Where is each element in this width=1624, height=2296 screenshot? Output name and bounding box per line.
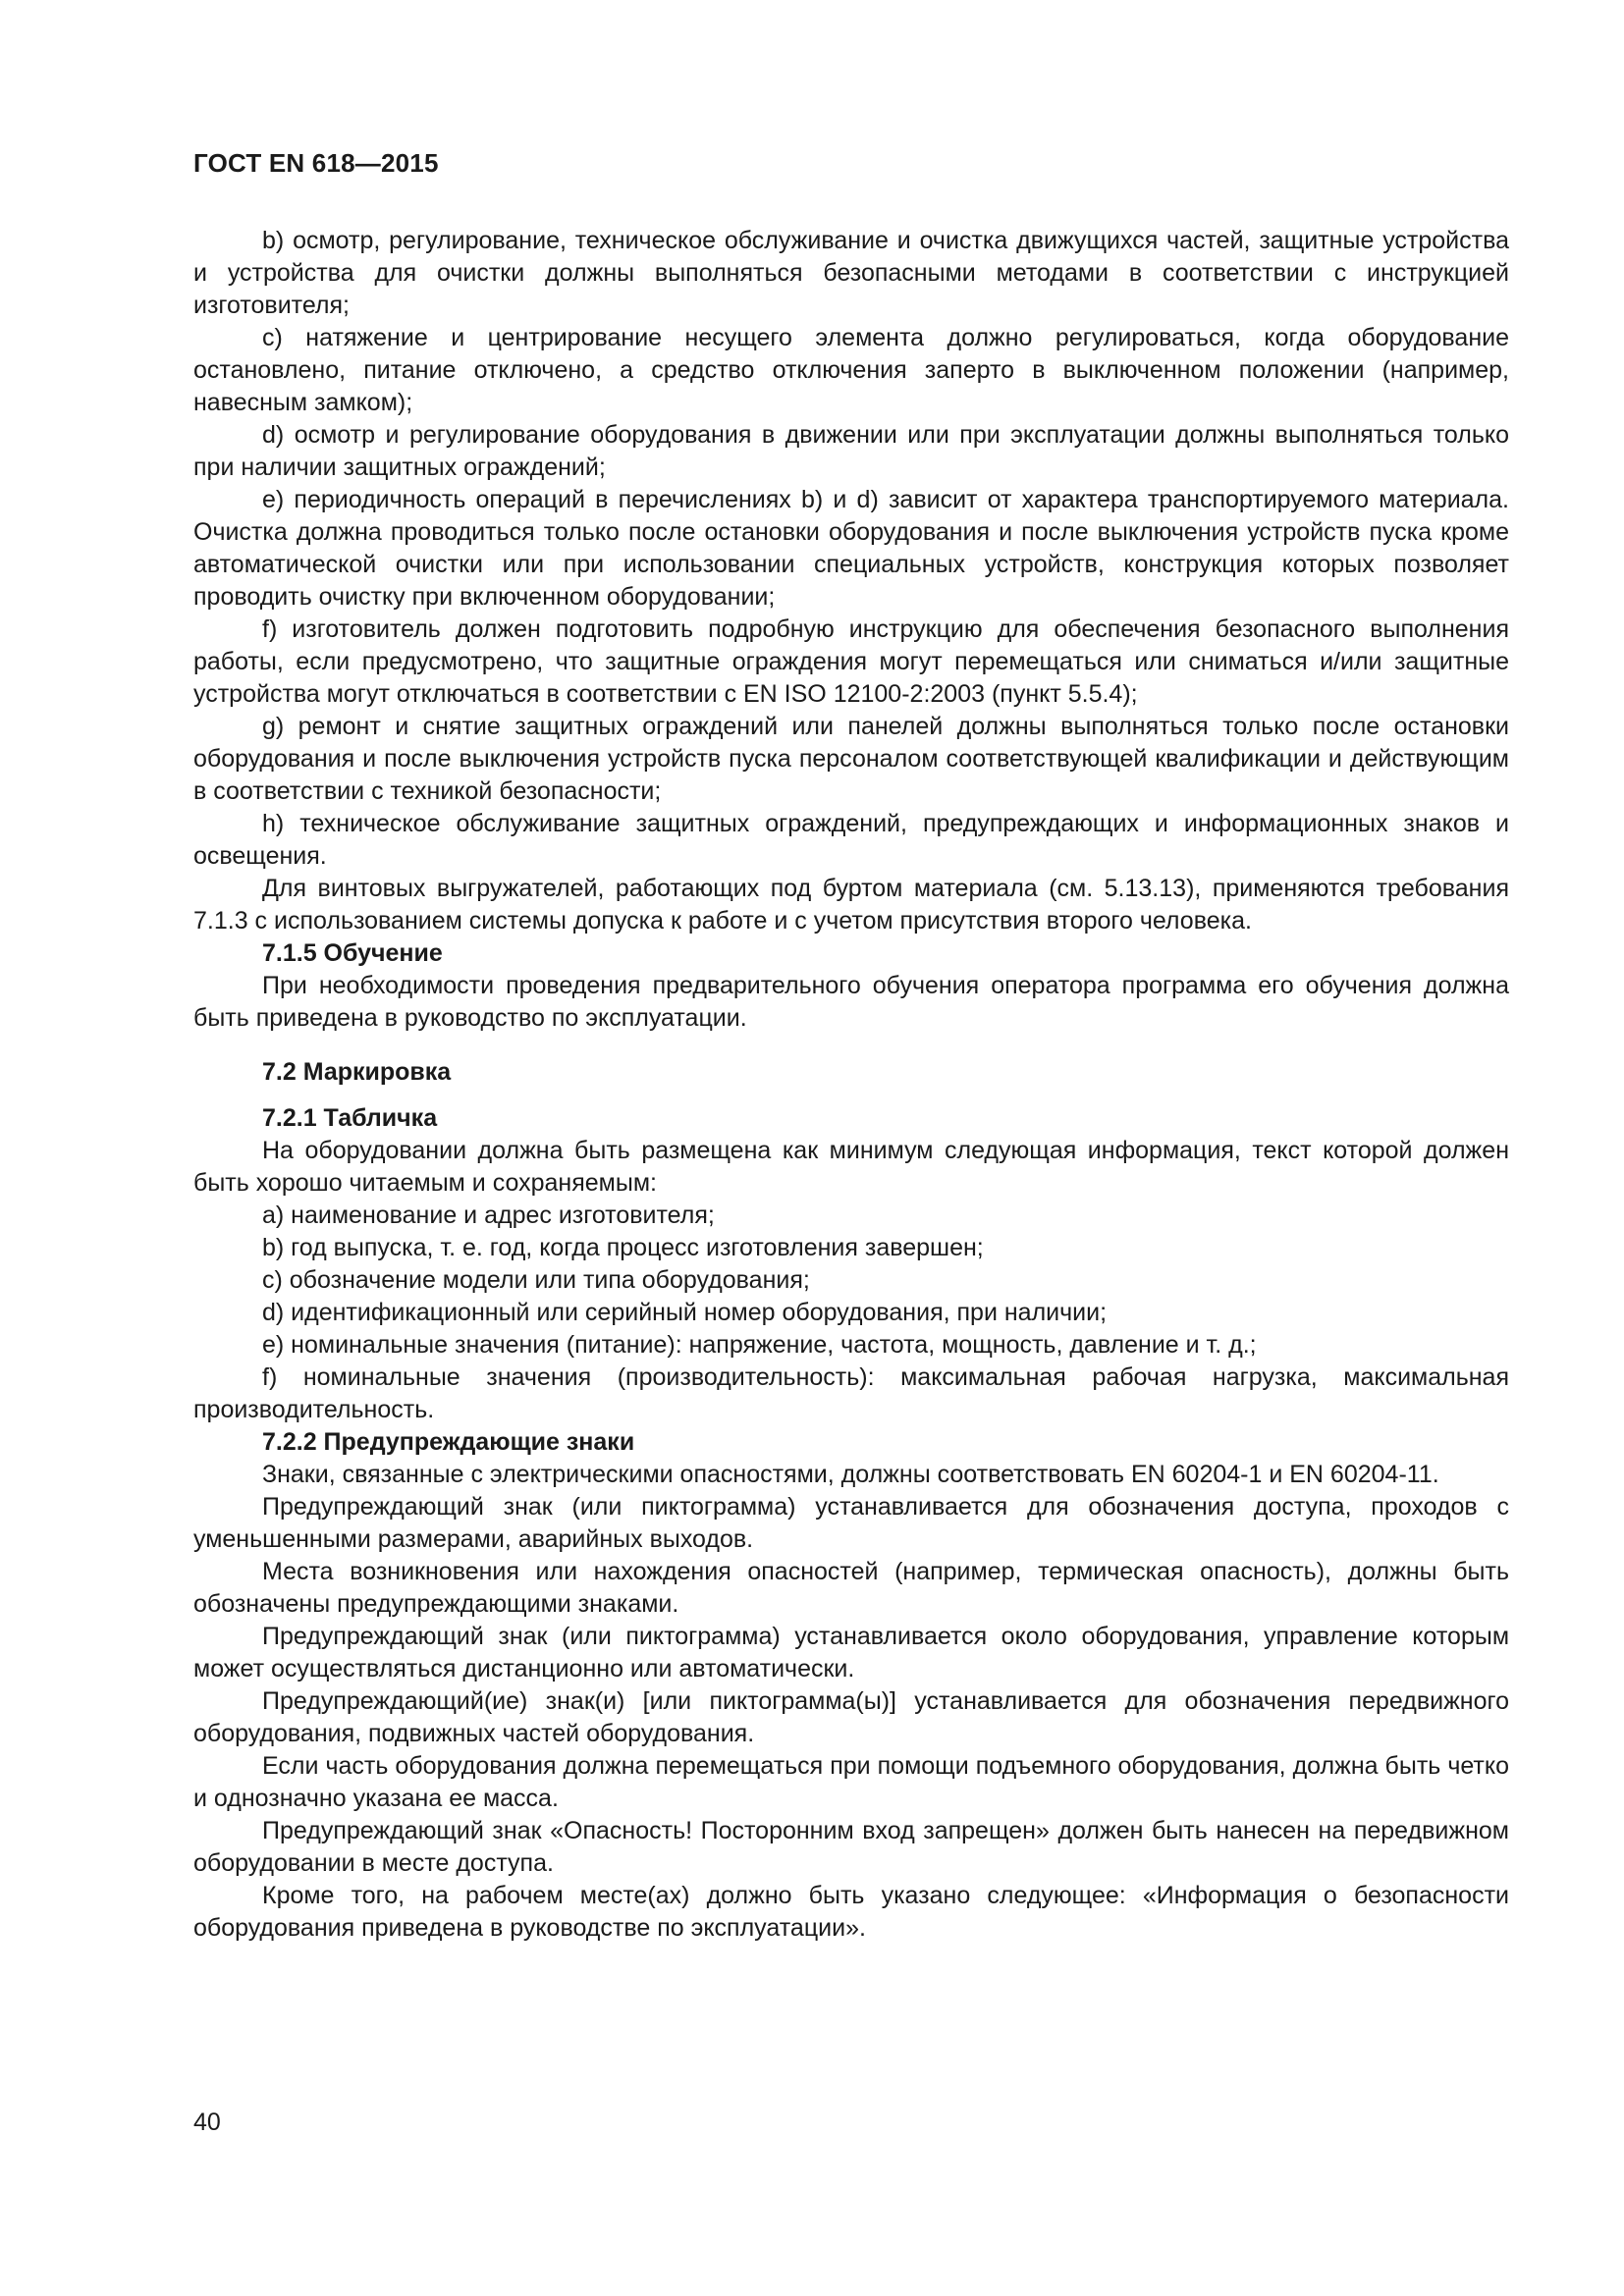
list-item-f-instruction: f) изготовитель должен подготовить подробную инструкцию для обеспечения безопасного выполнения работы, если предусмотрено, что защитные ограждения могут перемещаться или сниматься и/или защитные устройства могут отключаться в соответствии с EN ISO 12100-2:2003 (пункт 5.5.4); bbox=[193, 615, 1509, 708]
list-item-e-periodicity: e) периодичность операций в перечислениях b) и d) зависит от характера транспортируемого материала. Очистка должна проводиться только после остановки оборудования и после выключения устройств пуска кроме автоматической очистки или при использовании специальных устройств, конструкция которых позволяет проводить очистку при включенном оборудовании; bbox=[193, 486, 1509, 611]
paragraph-screw-unloaders: Для винтовых выгружателей, работающих под буртом материала (см. 5.13.13), применяются требования 7.1.3 с использованием системы допуска к работе и с учетом присутствия второго человека. bbox=[193, 875, 1509, 934]
list-item-g-repair: g) ремонт и снятие защитных ограждений или панелей должны выполняться только после остановки оборудования и после выключения устройств пуска персоналом соответствующей квалификации и действующим в соответствии с техникой безопасности; bbox=[193, 713, 1509, 805]
standard-code-header: ГОСТ EN 618—2015 bbox=[193, 148, 439, 178]
paragraph-plate-info: На оборудовании должна быть размещена как минимум следующая информация, текст которой должен быть хорошо читаемым и сохраняемым: bbox=[193, 1137, 1509, 1197]
section-heading-7-1-5: 7.1.5 Обучение bbox=[262, 939, 443, 967]
page-number: 40 bbox=[193, 2109, 221, 2136]
paragraph-no-entry-sign: Предупреждающий знак «Опасность! Посторонним вход запрещен» должен быть нанесен на передвижном оборудовании в месте доступа. bbox=[193, 1817, 1509, 1877]
plate-item-a: a) наименование и адрес изготовителя; bbox=[262, 1201, 715, 1229]
paragraph-remote-control: Предупреждающий знак (или пиктограмма) устанавливается около оборудования, управление которым может осуществляться дистанционно или автоматически. bbox=[193, 1623, 1509, 1682]
list-item-d-inspection: d) осмотр и регулирование оборудования в движении или при эксплуатации должны выполняться только при наличии защитных ограждений; bbox=[193, 421, 1509, 481]
paragraph-training: При необходимости проведения предварительного обучения оператора программа его обучения должна быть приведена в руководство по эксплуатации. bbox=[193, 972, 1509, 1032]
plate-item-e: e) номинальные значения (питание): напряжение, частота, мощность, давление и т. д.; bbox=[262, 1331, 1257, 1359]
paragraph-mobile-equipment: Предупреждающий(ие) знак(и) [или пиктограмма(ы)] устанавливается для обозначения передвижного оборудования, подвижных частей оборудования. bbox=[193, 1687, 1509, 1747]
document-body bbox=[193, 225, 1509, 1945]
plate-item-b: b) год выпуска, т. е. год, когда процесс изготовления завершен; bbox=[262, 1234, 984, 1261]
plate-item-c: c) обозначение модели или типа оборудования; bbox=[262, 1266, 810, 1294]
section-heading-7-2-2: 7.2.2 Предупреждающие знаки bbox=[262, 1428, 635, 1456]
list-item-c-tensioning: c) натяжение и центрирование несущего элемента должно регулироваться, когда оборудование остановлено, питание отключено, а средство отключения заперто в выключенном положении (например, навесным замком); bbox=[193, 324, 1509, 416]
paragraph-hazard-locations: Места возникновения или нахождения опасностей (например, термическая опасность), должны быть обозначены предупреждающими знаками. bbox=[193, 1558, 1509, 1618]
list-item-b-maintenance: b) осмотр, регулирование, техническое обслуживание и очистка движущихся частей, защитные устройства и устройства для очистки должны выполняться безопасными методами в соответствии с инструкцией изготовителя; bbox=[193, 227, 1509, 319]
section-heading-7-2-1: 7.2.1 Табличка bbox=[262, 1104, 438, 1132]
plate-item-f: f) номинальные значения (производительность): максимальная рабочая нагрузка, максимальная производительность. bbox=[193, 1363, 1509, 1423]
paragraph-electrical-signs: Знаки, связанные с электрическими опасностями, должны соответствовать EN 60204-1 и EN 60204-11. bbox=[262, 1461, 1439, 1488]
section-heading-7-2: 7.2 Маркировка bbox=[262, 1058, 452, 1086]
paragraph-mass-marking: Если часть оборудования должна перемещаться при помощи подъемного оборудования, должна быть четко и однозначно указана ее масса. bbox=[193, 1752, 1509, 1812]
paragraph-access-signs: Предупреждающий знак (или пиктограмма) устанавливается для обозначения доступа, проходов с уменьшенными размерами, аварийных выходов. bbox=[193, 1493, 1509, 1553]
plate-item-d: d) идентификационный или серийный номер оборудования, при наличии; bbox=[262, 1299, 1108, 1326]
paragraph-workplace-info: Кроме того, на рабочем месте(ах) должно быть указано следующее: «Информация о безопасности оборудования приведена в руководстве по эксплуатации». bbox=[193, 1882, 1509, 1942]
list-item-h-signs: h) техническое обслуживание защитных ограждений, предупреждающих и информационных знаков и освещения. bbox=[193, 810, 1509, 870]
